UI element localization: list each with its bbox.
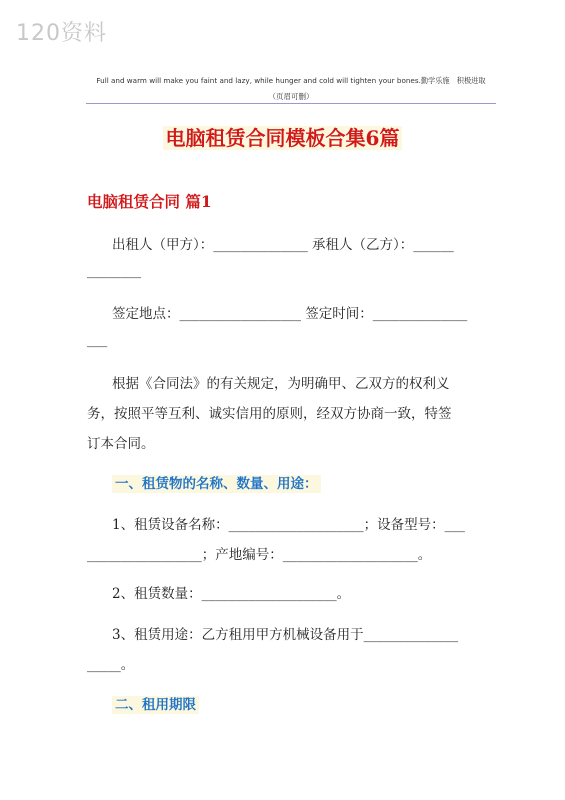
document-title [0, 122, 565, 151]
party-line: 出租人（甲方）：______________ 承租人（乙方）：______ [112, 237, 454, 253]
page-header-note: （页眉可删） [268, 92, 314, 101]
equipment-line-continued: _________________；产地编号：____________________。 [87, 547, 432, 563]
quantity-line: 2、租赁数量：____________________。 [112, 586, 351, 602]
purpose-line-continued: _____。 [87, 657, 135, 673]
clause-heading-2 [112, 693, 199, 713]
clause-heading-1-text: 一、租赁物的名称、数量、用途： [112, 475, 321, 493]
watermark: 120资料 [16, 21, 107, 46]
clause-heading-1 [112, 472, 321, 492]
document-title-text: 电脑租赁合同模板合集6篇 [163, 126, 403, 150]
page-header-motto: Full and warm will make you faint and lazy, while hunger and cold will tighten your bones.勤学乐施 积极进取 [96, 76, 486, 85]
clause-heading-2-text: 二、租用期限 [112, 696, 199, 714]
preamble-line-3: 订本合同。 [87, 436, 155, 452]
signing-line: 签定地点：__________________ 签定时间：______________ [112, 306, 468, 322]
header-divider [86, 103, 496, 104]
purpose-line: 3、租赁用途：乙方租用甲方机械设备用于______________ [112, 627, 459, 643]
preamble-line-2: 务，按照平等互利、诚实信用的原则，经双方协商一致，特签 [87, 406, 452, 422]
preamble-line-1: 根据《合同法》的有关规定，为明确甲、乙双方的权利义 [112, 376, 450, 392]
contract-section-title: 电脑租赁合同 篇1 [87, 192, 212, 211]
equipment-line: 1、租赁设备名称：____________________；设备型号：___ [112, 517, 465, 533]
party-line-continued: ________ [87, 263, 141, 279]
signing-line-continued: ___ [87, 332, 108, 348]
